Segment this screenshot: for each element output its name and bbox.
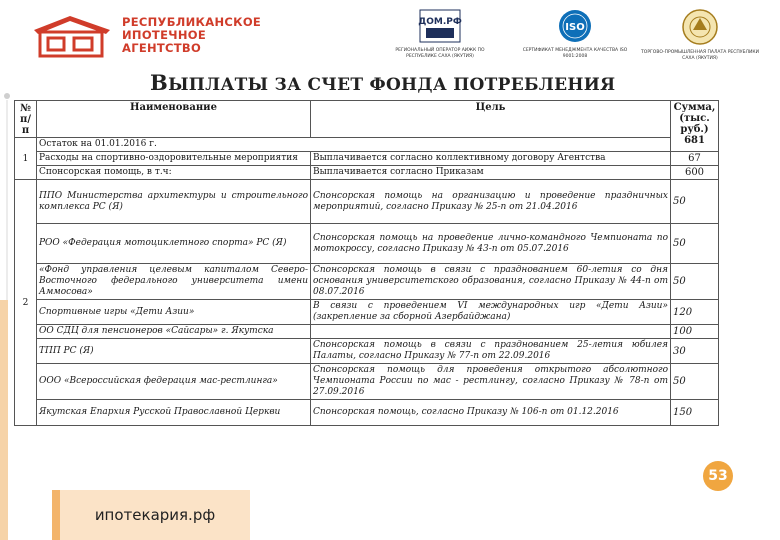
row-name: Расходы на спортивно-оздоровительные мероприятия [37, 152, 311, 166]
row-name: ТПП РС (Я) [37, 339, 311, 364]
row-name: Спонсорская помощь, в т.ч: [37, 166, 311, 180]
page-number-badge: 53 [703, 461, 733, 491]
svg-text:ISO: ISO [565, 22, 585, 33]
agency-name-line-3: АГЕНТСТВО [122, 41, 202, 55]
row-name: РОО «Федерация мотоциклетного спорта» РС (Я) [37, 224, 311, 264]
row-sum: 50 [671, 224, 719, 264]
row-name: «Фонд управления целевым капиталом Северо-Восточного федерального университета имени Аммосова» [37, 264, 311, 300]
table-row [15, 138, 719, 152]
agency-name-line-2: ИПОТЕЧНОЕ [122, 28, 206, 42]
row-sum: 50 [671, 364, 719, 400]
agency-name [122, 16, 261, 55]
partner-caption: СЕРТИФИКАТ МЕНЕДЖМЕНТА КАЧЕСТВА ISO 9001:2008 [522, 48, 628, 59]
dom-rf-logo-icon [418, 8, 462, 44]
row-purpose: Спонсорская помощь, согласно Приказу № 106-п от 01.12.2016 [311, 400, 671, 426]
row-purpose: Выплачивается согласно Приказам [311, 166, 671, 180]
partner-dom-rf [390, 8, 490, 60]
row-purpose [311, 325, 671, 339]
page-header [0, 0, 780, 70]
row-purpose: В связи с проведением VI международных игр «Дети Азии» (закрепление за сборной Азербайджана) [311, 300, 671, 325]
table-row [15, 264, 719, 300]
table-row [15, 166, 719, 180]
row-name: Спортивные игры «Дети Азии» [37, 300, 311, 325]
table-row [15, 224, 719, 264]
column-header-sum: Сумма, (тыс. руб.) 681 [671, 101, 719, 152]
column-header-purpose: Цель [311, 101, 671, 138]
row-name: ППО Министерства архитектуры и строительного комплекса РС (Я) [37, 180, 311, 224]
table-row [15, 180, 719, 224]
row-name: ОО СДЦ для пенсионеров «Сайсары» г. Якутска [37, 325, 311, 339]
row-sum: 50 [671, 264, 719, 300]
row-sum: 150 [671, 400, 719, 426]
table-row [15, 364, 719, 400]
partner-iso [515, 8, 635, 60]
table-header-row [15, 101, 719, 138]
footer-website-link[interactable]: ипотекария.рф [52, 490, 250, 540]
row-sum: 100 [671, 325, 719, 339]
row-purpose: Спонсорская помощь на проведение лично-командного Чемпионата по мотокроссу, согласно Приказу № 43-п от 05.07.2016 [311, 224, 671, 264]
table-row [15, 325, 719, 339]
iso-certificate-logo-icon [557, 8, 593, 44]
partner-caption: ТОРГОВО-ПРОМЫШЛЕННАЯ ПАЛАТА РЕСПУБЛИКИ САХА (ЯКУТИЯ) [641, 50, 759, 61]
row-sum: 30 [671, 339, 719, 364]
column-header-name: Наименование [37, 101, 311, 138]
partner-caption: РЕГИОНАЛЬНЫЙ ОПЕРАТОР АИЖК ПО РЕСПУБЛИКЕ САХА (ЯКУТИЯ) [395, 48, 485, 59]
svg-text:ДОМ.РФ: ДОМ.РФ [418, 17, 462, 27]
table-row [15, 400, 719, 426]
row-name: ООО «Всероссийская федерация мас-рестлинга» [37, 364, 311, 400]
page-title: ВЫПЛАТЫ ЗА СЧЕТ ФОНДА ПОТРЕБЛЕНИЯ [150, 70, 616, 95]
section-number: 2 [15, 180, 37, 426]
row-purpose: Спонсорская помощь в связи с празднованием 25-летия юбилея Палаты, согласно Приказу № 77-п от 22.09.2016 [311, 339, 671, 364]
row-sum: 67 [671, 152, 719, 166]
row-purpose: Выплачивается согласно коллективному договору Агентства [311, 152, 671, 166]
row-sum: 600 [671, 166, 719, 180]
balance-label: Остаток на 01.01.2016 г. [37, 138, 671, 152]
row-purpose: Спонсорская помощь в связи с празднованием 60-летия со дня основания университетского образования, согласно Приказу № 44-п от 08.07.2016 [311, 264, 671, 300]
row-purpose: Спонсорская помощь для проведения открытого абсолютного Чемпионата России по мас - рестлингу, согласно Приказу № 78-п от 27.09.2016 [311, 364, 671, 400]
agency-house-logo-icon [30, 12, 114, 58]
partner-chamber [640, 8, 760, 62]
section-number: 1 [15, 138, 37, 180]
payments-table [14, 100, 719, 426]
left-orange-strip [0, 300, 8, 540]
row-name: Якутская Епархия Русской Православной Церкви [37, 400, 311, 426]
row-sum: 50 [671, 180, 719, 224]
column-header-num: № п/п [15, 101, 37, 138]
agency-name-line-1: РЕСПУБЛИКАНСКОЕ [122, 15, 262, 29]
chamber-of-commerce-logo-icon [681, 8, 719, 46]
row-purpose: Спонсорская помощь на организацию и проведение праздничных мероприятий, согласно Приказу № 25-п от 21.04.2016 [311, 180, 671, 224]
table-row [15, 152, 719, 166]
row-sum: 120 [671, 300, 719, 325]
table-row [15, 339, 719, 364]
table-row [15, 300, 719, 325]
